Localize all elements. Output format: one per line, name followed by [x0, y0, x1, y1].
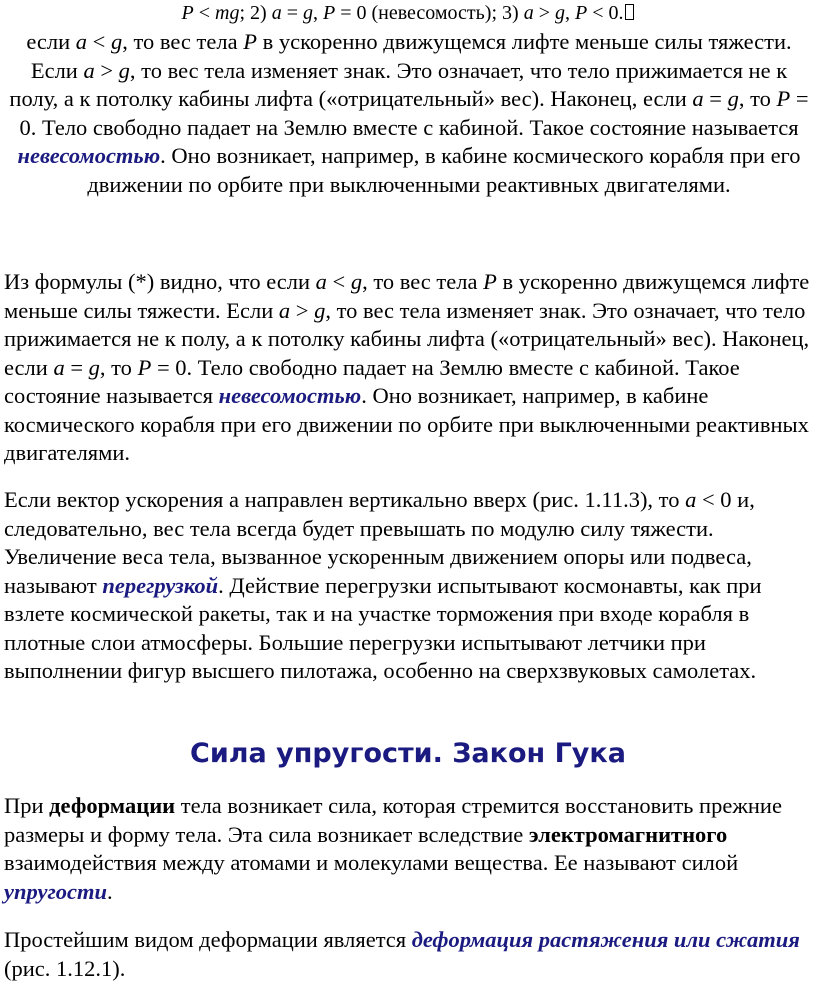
text: = — [281, 2, 303, 24]
var-a: a — [271, 2, 282, 24]
var-a: a — [692, 86, 704, 111]
text: = 0. Тело свободно падает на Землю вместе с кабиной. Такое состояние называется — [4, 354, 740, 408]
text: . Действие перегрузки испытывают космонавты, как при взлете космической ракеты, так и на участке торможения при входе корабля в плотные слои атмосферы. Большие перегрузки испытывают летчики при выполнении фигур высшего пилотажа, особенно на сверхзвуковых самолетах. — [4, 572, 762, 683]
text: , то — [738, 86, 777, 111]
formula-line — [0, 2, 816, 24]
text: , то вес тела изменяет знак. Это означает, что тело прижимается не к полу, а к потолку кабины лифта («отрицательный» вес). Наконец, если — [9, 57, 788, 111]
text: = — [64, 354, 89, 380]
var-a: a — [523, 2, 534, 24]
text: = 0 (невесомость); 3) — [335, 2, 524, 24]
centered-paragraph — [4, 28, 814, 199]
text: Если вектор ускорения a направлен вертикально вверх (рис. 1.11.3), то — [4, 487, 686, 512]
text: > — [94, 57, 119, 83]
text: = 0. Тело свободно падает на Землю вместе с кабиной. Такое состояние называется — [19, 86, 809, 140]
var-a: a — [83, 57, 95, 83]
text: в ускоренно движущемся лифте меньше силы тяжести. Если — [30, 29, 792, 83]
term-elasticity: упругости — [4, 878, 107, 904]
missing-glyph-icon — [625, 4, 634, 20]
term-overload: перегрузкой — [102, 572, 219, 598]
text: тела возникает сила, которая стремится восстановить прежние размеры и форму тела. Эта сила возникает вследствие — [4, 793, 782, 847]
var-p: P — [137, 354, 152, 380]
text: ; 2) — [239, 2, 272, 24]
paragraph-overload — [4, 486, 812, 686]
text: Простейшим видом деформации является — [4, 927, 412, 952]
text: (рис. 1.12.1). — [4, 955, 126, 981]
text: При — [4, 793, 50, 818]
text: = — [703, 86, 728, 111]
var-mg: mg — [215, 2, 240, 24]
paragraph-deformation-type — [4, 926, 812, 983]
bold-electromagnetic: электромагнитного — [528, 821, 728, 847]
text: , — [564, 2, 575, 24]
text: < 0. — [587, 2, 624, 24]
var-p: P — [181, 2, 194, 24]
text: , то вес тела изменяет знак. Это означает, что тело прижимается не к полу, а к потолку кабины лифта («отрицательный» вес). Наконец, если — [4, 297, 810, 380]
text: > — [533, 2, 555, 24]
text: Из формулы (*) видно, что если — [4, 269, 316, 294]
text: < — [193, 2, 216, 24]
text: . — [107, 878, 113, 904]
text: , то вес тела — [122, 29, 244, 54]
text: в ускоренно движущемся лифте меньше силы тяжести. Если — [4, 269, 810, 323]
var-g: g — [88, 354, 100, 380]
text: < 0 и, следовательно, вес тела всегда будет превышать по модулю силу тяжести. Увеличение веса тела, вызванное ускоренным движением опоры или подвеса, называют — [4, 487, 755, 598]
text: , то вес тела — [362, 269, 484, 294]
text: если — [26, 29, 76, 54]
text: < — [326, 269, 351, 294]
bold-deformation: деформации — [49, 793, 176, 818]
var-g: g — [554, 2, 565, 24]
text: взаимодействия между атомами и молекулами вещества. Ее называют силой — [4, 850, 739, 875]
var-a: a — [75, 29, 88, 54]
text: , — [312, 2, 323, 24]
text: < — [87, 29, 111, 54]
term-tension-compression: деформация растяжения или сжатия — [411, 927, 800, 952]
var-g: g — [118, 57, 130, 83]
var-p: P — [776, 86, 791, 111]
term-weightlessness: невесомостью — [218, 383, 362, 408]
var-g: g — [302, 2, 313, 24]
text: > — [290, 297, 315, 323]
var-a: a — [278, 297, 291, 323]
term-weightlessness: невесомостью — [17, 143, 161, 168]
text: . Оно возникает, например, в кабине космического корабля при его движении по орбите при выключенными реактивных двигателями. — [87, 143, 801, 197]
var-a: a — [685, 487, 697, 512]
section-heading: Сила упругости. Закон Гука — [190, 738, 626, 769]
paragraph-elasticity — [4, 792, 812, 906]
var-g: g — [110, 29, 123, 54]
text: , то — [99, 354, 138, 380]
var-p: P — [574, 2, 588, 24]
var-p: P — [483, 269, 497, 294]
var-a: a — [53, 354, 65, 380]
var-p: P — [322, 2, 336, 24]
var-g: g — [727, 86, 739, 111]
var-g: g — [314, 297, 326, 323]
var-p: P — [243, 29, 257, 54]
text: . Оно возникает, например, в кабине космического корабля при его движении по орбите при выключенными реактивных двигателями. — [4, 383, 809, 465]
paragraph-weightlessness — [4, 268, 812, 468]
var-g: g — [350, 269, 363, 294]
var-a: a — [315, 269, 327, 294]
